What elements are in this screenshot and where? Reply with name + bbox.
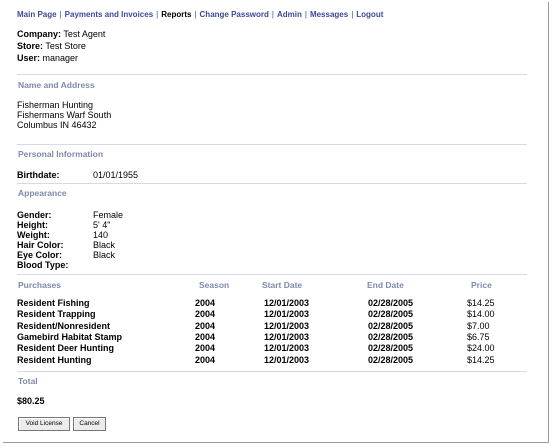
table-row [0,321,552,333]
personal-info-heading: Personal Information [18,149,104,159]
user-value: manager [42,53,79,63]
company-value: Test Agent [63,29,106,39]
total-heading: Total [18,376,38,386]
divider [17,183,527,184]
purchase-season: 2004 [195,331,216,342]
purchase-season: 2004 [195,309,216,320]
purchase-end-date: 02/28/2005 [368,354,414,365]
purchase-name: Resident Hunting [17,354,92,365]
purchase-price: $24.00 [467,343,495,354]
purchases-heading: Purchases [18,280,61,290]
top-nav [17,10,383,19]
eye-color-value: Black [93,250,116,260]
purchase-season: 2004 [195,298,216,308]
col-header-season: Season [199,280,230,290]
company-label: Company: [17,29,62,39]
store-line [17,41,86,51]
purchase-price: $6.75 [467,331,490,342]
nav-separator: | [271,10,274,19]
purchase-name: Resident/Nonresident [17,320,111,331]
purchase-start-date: 12/01/2003 [264,331,310,342]
nav-admin[interactable]: Admin [276,10,302,19]
nav-change-password[interactable]: Change Password [199,10,269,19]
address-line-1: Fisherman Hunting [17,100,94,110]
height-label: Height: [17,220,48,230]
table-row [0,343,552,355]
blood-type-label: Blood Type: [17,260,69,270]
purchase-end-date: 02/28/2005 [368,343,414,354]
table-row [0,309,552,321]
nav-reports-current: Reports [161,10,192,19]
store-label: Store: [17,41,44,51]
col-header-start-date: Start Date [262,280,303,290]
purchase-name: Resident Fishing [17,298,90,308]
purchase-end-date: 02/28/2005 [368,320,414,331]
nav-separator: | [351,10,354,19]
purchase-name: Resident Trapping [17,309,96,320]
store-value: Test Store [45,41,86,51]
purchase-start-date: 12/01/2003 [264,320,310,331]
purchase-name: Gamebird Habitat Stamp [17,331,123,342]
purchase-start-date: 12/01/2003 [264,343,310,354]
table-row [0,298,552,310]
purchase-price: $7.00 [467,320,490,331]
page-frame [3,2,549,443]
purchase-end-date: 02/28/2005 [368,298,414,308]
purchase-season: 2004 [195,354,216,365]
divider [17,371,527,372]
appearance-heading: Appearance [18,188,67,198]
purchase-price: $14.00 [467,309,495,320]
nav-separator: | [59,10,62,19]
purchase-price: $14.25 [467,354,495,365]
purchase-name: Resident Deer Hunting [17,343,115,354]
eye-color-label: Eye Color: [17,250,63,260]
nav-messages[interactable]: Messages [309,10,349,19]
company-line [17,29,105,39]
purchase-start-date: 12/01/2003 [264,298,310,308]
divider [17,74,527,75]
cancel-button[interactable]: Cancel [73,417,106,431]
height-value: 5' 4" [93,220,111,230]
weight-label: Weight: [17,230,50,240]
col-header-end-date: End Date [367,280,404,290]
hair-color-label: Hair Color: [17,240,64,250]
gender-label: Gender: [17,210,52,220]
nav-separator: | [156,10,159,19]
address-line-2: Fishermans Warf South [17,110,112,120]
hair-color-value: Black [93,240,116,250]
nav-separator: | [194,10,197,19]
nav-separator: | [304,10,307,19]
purchase-price: $14.25 [467,298,495,308]
user-line [17,53,78,63]
purchase-season: 2004 [195,343,216,354]
user-label: User: [17,53,41,63]
purchase-end-date: 02/28/2005 [368,309,414,320]
divider [17,144,527,145]
divider [17,274,527,275]
birthdate-label: Birthdate: [17,170,60,180]
col-header-price: Price [471,280,492,290]
birthdate-value: 01/01/1955 [93,170,139,180]
address-line-3: Columbus IN 46432 [17,120,97,130]
nav-payments-invoices[interactable]: Payments and Invoices [64,10,154,19]
purchase-end-date: 02/28/2005 [368,331,414,342]
void-license-button[interactable]: Void License [18,417,70,431]
weight-value: 140 [93,230,109,240]
name-address-heading: Name and Address [18,80,95,90]
gender-value: Female [93,210,124,220]
table-row [0,355,552,367]
table-row [0,332,552,344]
purchase-season: 2004 [195,320,216,331]
total-value: $80.25 [17,396,45,406]
purchase-start-date: 12/01/2003 [264,354,310,365]
nav-main-page[interactable]: Main Page [17,10,57,19]
nav-logout[interactable]: Logout [356,10,384,19]
purchase-start-date: 12/01/2003 [264,309,310,320]
